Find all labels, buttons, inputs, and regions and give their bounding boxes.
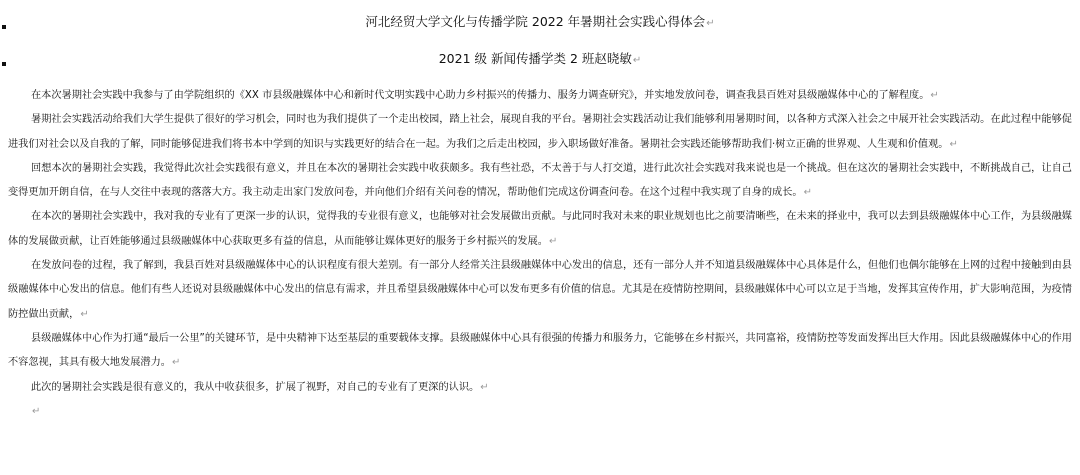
paragraph-text: 回想本次的暑期社会实践，我觉得此次社会实践很有意义，并且在本次的暑期社会实践中收获颇多。我有些社恐，不太善于与人打交道，进行此次社会实践对我来说也是一个挑战。但在这次的暑期社会实践中，不断挑战自己，让自己变得更加开朗自信，在与人交往中表现的落落大方。我主动走出家门发放问卷，并向他们介绍有关问卷的情况，帮助他们完成这份调查问卷。在这个过程中我实现了自身的成长。 <box>8 162 1072 199</box>
paragraph-mark-icon: ↵ <box>172 357 181 369</box>
paragraph-mark-icon: ↵ <box>632 55 642 66</box>
paragraph-mark-icon: ↵ <box>548 235 558 247</box>
paragraph <box>8 254 1072 327</box>
paragraph <box>8 327 1072 376</box>
empty-paragraph <box>8 400 1072 424</box>
document-body <box>8 84 1072 424</box>
title-text: 河北经贸大学文化与传播学院 2022 年暑期社会实践心得体会 <box>365 14 706 29</box>
paragraph <box>8 376 1072 400</box>
paragraph-text: 在本次的暑期社会实践中，我对我的专业有了更深一步的认识，觉得我的专业很有意义，也能够对社会发展做出贡献。与此同时我对未来的职业规划也比之前要清晰些，在未来的择业中，我可以去到县级融媒体中心工作，为县级融媒体的发展做贡献，让百姓能够通过县级融媒体中心获取更多有益的信息，从而能够让媒体更好的服务于乡村振兴的发展。 <box>8 211 1072 247</box>
paragraph-mark-icon: ↵ <box>32 405 41 417</box>
paragraph-mark-icon: ↵ <box>803 187 813 199</box>
paragraph-text: 在发放问卷的过程，我了解到，我县百姓对县级融媒体中心的认识程度有很大差别。有一部分人经常关注县级融媒体中心发出的信息，还有一部分人并不知道县级融媒体中心具体是什么，但他们也偶尔能够在上网的过程中接触到由县级融媒体中心发出的信息。他们有些人还说对县级融媒体中心发出的信息有需求，并且希望县级融媒体中心可以发布更多有价值的信息。尤其是在疫情防控期间，县级融媒体中心可以立足于当地，发挥其宣传作用，扩大影响范围，为疫情防控做出贡献， <box>8 260 1072 320</box>
document-title <box>0 14 1080 32</box>
paragraph-mark-icon: ↵ <box>930 90 939 101</box>
paragraph <box>8 205 1072 254</box>
paragraph-text: 县级融媒体中心作为打通“最后一公里”的关键环节，是中央精神下达至基层的重要载体支撑。县级融媒体中心具有很强的传播力和服务力，它能够在乡村振兴，共同富裕，疫情防控等发面发挥出巨大作用。因此县级融媒体中心的作用不容忽视，其具有极大地发展潜力。 <box>8 332 1072 369</box>
paragraph <box>8 84 1072 108</box>
subtitle-text: 2021 级 新闻传播学类 2 班赵晓敏 <box>438 51 632 66</box>
paragraph-text: 暑期社会实践活动给我们大学生提供了很好的学习机会，同时也为我们提供了一个走出校园，踏上社会，展现自我的平台。暑期社会实践活动让我们能够利用暑期时间，以各种方式深入社会之中展开社会实践活动。在此过程中能够促进我们对社会以及自我的了解，同时能够促进我们将书本中学到的知识与实践更好的结合在一起。为我们之后走出校园，步入职场做好准备。暑期社会实践还能够帮助我们·树立正确的世界观、人生观和价值观。 <box>8 114 1072 150</box>
paragraph-mark-icon: ↵ <box>706 18 715 29</box>
paragraph <box>8 157 1072 206</box>
paragraph <box>8 108 1072 157</box>
paragraph-mark-icon: ↵ <box>480 381 489 393</box>
paragraph-text: 在本次暑期社会实践中我参与了由学院组织的《XX 市县级融媒体中心和新时代文明实践中心助力乡村振兴的传播力、服务力调查研究》，并实地发放问卷，调查我县百姓对县级融媒体中心的了解程度。 <box>31 90 930 101</box>
paragraph-mark-icon: ↵ <box>80 308 89 320</box>
paragraph-mark-icon: ↵ <box>949 138 958 150</box>
document-subtitle <box>0 51 1080 69</box>
paragraph-text: 此次的暑期社会实践是很有意义的，我从中收获很多，扩展了视野，对自己的专业有了更深的认识。 <box>31 381 480 393</box>
